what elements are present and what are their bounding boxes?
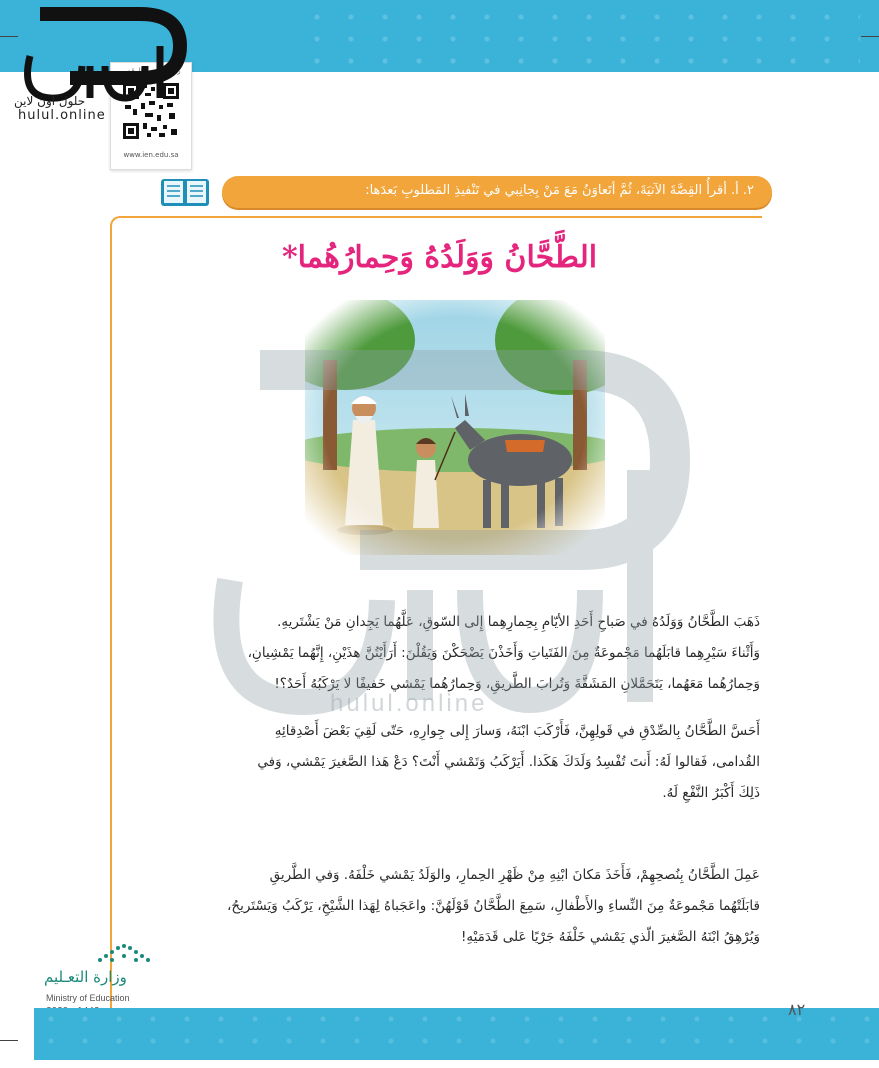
- story-line: ذَهَبَ الطَّحَّانُ وَوَلَدُهُ في صَباحِ أَحَدِ الأيّامِ بِحِمارِهِما إِلى السّوقِ، عَلَّهُما يَجِدانِ مَنْ يَشْتَريهِ.: [277, 614, 760, 630]
- story-paragraph-2: [140, 716, 760, 809]
- watermark-text: hulul.online: [330, 690, 488, 717]
- story-line: القُدامى، فَقالوا لَهُ: أَنتَ تُفْسِدُ وَلَدَكَ هَكَذا. أَيَرْكَبُ وَتَمْشي أَنْتَ؟ دَعْ هَذا الصَّغيرَ يَمْشي، وَفي: [257, 754, 760, 770]
- crop-mark: [0, 1040, 18, 1041]
- ministry-name-ar: وزارة التعـليم: [44, 968, 127, 986]
- page-number: ٨٢: [788, 1000, 806, 1019]
- story-paragraph-1: [140, 607, 760, 700]
- story-line: عَمِلَ الطَّحَّانُ بِنُصحِهِمْ، فَأَخَذَ مَكانَ ابْنِهِ مِنْ ظَهْرِ الحِمارِ، والوَلَدُ يَمْشي خَلْفَهُ. وَفي الطَّريقِ: [269, 867, 760, 883]
- story-line: أَحَسَّ الطَّحَّانُ بِالصِّدْقِ في قَولِهِنَّ، فَأَرْكَبَ ابْنَهُ، وَسارَ إِلى جِوارِهِ، حَتّى لَقِيَ بَعْضَ أَصْدِقائِهِ: [274, 723, 760, 739]
- story-line: قابَلَتْهُما مَجْموعَةٌ مِنَ النِّساءِ والأَطْفالِ، سَمِعَ الطَّحَّانُ قَوْلَهُنَّ: واعَجَباهُ لِهَذا الشَّيْخِ، يَرْكَبُ وَيَسْتَريحُ،: [227, 898, 760, 914]
- story-paragraph-3: [140, 860, 760, 953]
- footer-band: [34, 1008, 879, 1060]
- qr-url: www.ien.edu.sa: [123, 151, 179, 159]
- story-line: وَأَثْناءَ سَيْرِهِما قابَلَهُما مَجْموعَةٌ مِنَ الفَتَياتِ وَأَخَذْنَ يَضْحَكْنَ وَيَقُلْنَ: أَرَأَيْتُنَّ هذَيْنِ، إِنَّهُما يَمْشِيانِ،: [247, 645, 760, 661]
- brand-tagline: حلول اون لاين: [14, 94, 86, 108]
- qr-caption: رابط الدرس الرقمي: [121, 67, 181, 75]
- miller-son-donkey-illustration: [305, 300, 605, 555]
- story-line: وَحِمارُهُما مَعَهُما، يَتَحَمَّلانِ المَشَقَّةَ وَتُرابَ الطَّريقِ، وَحِمارُهُما يَمْشي خَفيفًا لا يَرْكَبُهُ أَحَدٌ؟!: [274, 676, 760, 692]
- ministry-name-en: Ministry of Education: [46, 993, 130, 1003]
- ministry-dots-icon: [94, 938, 154, 968]
- brand-latin: hulul.online: [18, 108, 106, 123]
- story-line: ذَلِكَ أَكْبَرُ النَّفْعِ لَهُ.: [662, 785, 760, 801]
- story-title: الطَّحَّانُ وَوَلَدُهُ وَحِمارُهُما*: [281, 240, 598, 275]
- activity-instruction: ٢. أ. أقرأُ القِصَّةَ الآتيَةَ، ثُمَّ أتَعاوَنُ مَعَ مَنْ بِجانِبي في تَنْفيذِ المَطلوبِ بَعدَها:: [365, 183, 754, 198]
- open-book-icon: [160, 176, 210, 208]
- activity-banner: [222, 176, 772, 208]
- crop-mark: [861, 36, 879, 37]
- story-line: وَيُرْهِقُ ابْنَهُ الصَّغيرَ الّذي يَمْشي خَلْفَهُ جَرْيًا عَلى قَدَمَيْهِ!: [460, 929, 760, 945]
- ministry-logo: [44, 938, 154, 1018]
